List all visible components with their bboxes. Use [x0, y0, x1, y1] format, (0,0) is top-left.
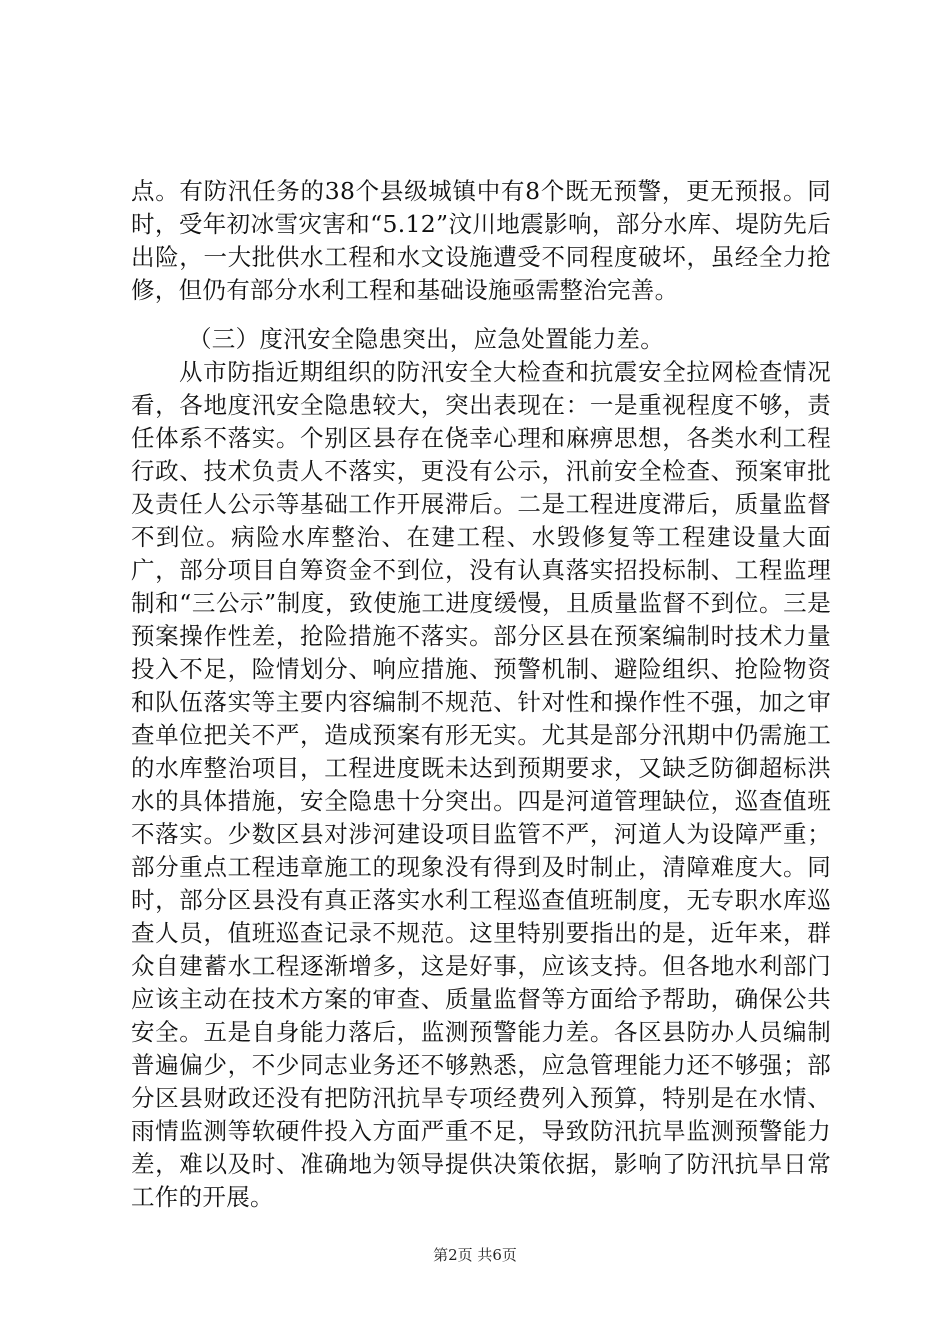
- body-paragraph: 从市防指近期组织的防汛安全大检查和抗震安全拉网检查情况看，各地度汛安全隐患较大，突出表现在：一是重视程度不够，责任体系不落实。个别区县存在侥幸心理和麻痹思想，各类水利工程行政、技术负责人不落实，更没有公示，汛前安全检查、预案审批及责任人公示等基础工作开展滞后。二是工程进度滞后，质量监督不到位。病险水库整治、在建工程、水毁修复等工程建设量大面广，部分项目自筹资金不到位，没有认真落实招投标制、工程监理制和“三公示”制度，致使施工进度缓慢，且质量监督不到位。三是预案操作性差，抢险措施不落实。部分区县在预案编制时技术力量投入不足，险情划分、响应措施、预警机制、避险组织、抢险物资和队伍落实等主要内容编制不规范、针对性和操作性不强，加之审查单位把关不严，造成预案有形无实。尤其是部分汛期中仍需施工的水库整治项目，工程进度既未达到预期要求，又缺乏防御超标洪水的具体措施，安全隐患十分突出。四是河道管理缺位，巡查值班不落实。少数区县对涉河建设项目监管不严，河道人为设障严重；部分重点工程违章施工的现象没有得到及时制止，清障难度大。同时，部分区县没有真正落实水利工程巡查值班制度，无专职水库巡查人员，值班巡查记录不规范。这里特别要指出的是，近年来，群众自建蓄水工程逐渐增多，这是好事，应该支持。但各地水利部门应该主动在技术方案的审查、质量监督等方面给予帮助，确保公共安全。五是自身能力落后，监测预警能力差。各区县防办人员编制普遍偏少，不少同志业务还不够熟悉，应急管理能力还不够强；部分区县财政还没有把防汛抗旱专项经费列入预算，特别是在水情、雨情监测等软硬件投入方面严重不足，导致防汛抗旱监测预警能力差，难以及时、准确地为领导提供决策依据，影响了防汛抗旱日常工作的开展。: [131, 358, 831, 1211]
- body-paragraph: 点。有防汛任务的38个县级城镇中有8个既无预警，更无预报。同时，受年初冰雪灾害和“5.12”汶川地震影响，部分水库、堤防先后出险，一大批供水工程和水文设施遭受不同程度破坏，虽经全力抢修，但仍有部分水利工程和基础设施亟需整治完善。: [131, 177, 831, 304]
- section-heading: （三）度汛安全隐患突出，应急处置能力差。: [188, 325, 664, 353]
- page-footer: 第2页 共6页: [433, 1246, 517, 1264]
